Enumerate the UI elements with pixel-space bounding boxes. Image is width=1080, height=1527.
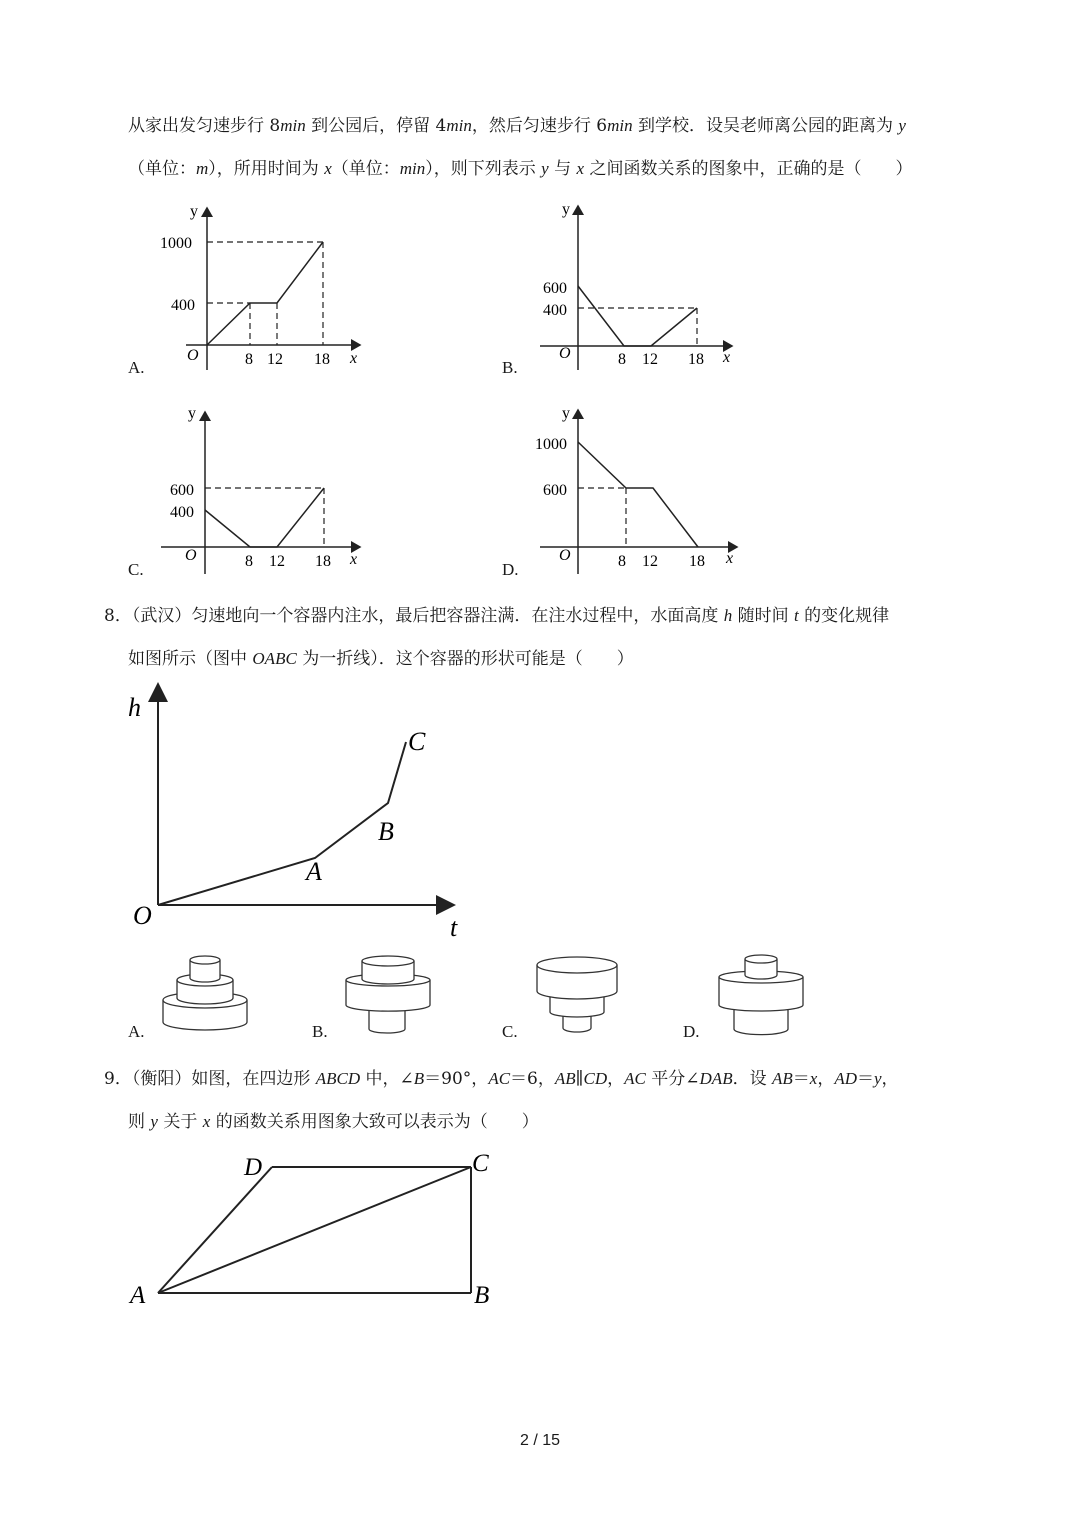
text-run: （单位： [331,159,400,179]
x-tick: 8 [618,553,626,570]
text-run: min [607,116,633,135]
q7-option-c: C. [128,560,144,579]
text-run: ABCD [315,1069,361,1088]
text-run: CD [583,1069,608,1088]
vertex-a-label: A [130,1282,146,1309]
text-run: 则 [128,1112,151,1132]
y-axis-label: y [188,405,196,422]
text-run: AC [624,1069,646,1088]
text-run: y [150,1112,158,1131]
h-axis-label: h [128,693,141,722]
text-run: AC [488,1069,511,1088]
origin-label: O [185,547,197,564]
x-tick: 12 [642,351,658,368]
container-shape-a [160,950,260,1040]
text-run: y [541,159,549,178]
text-run: ＝6， [510,1069,555,1089]
x-tick: 8 [245,351,253,368]
text-run: ＝ [792,1069,810,1089]
y-tick: 400 [170,504,194,521]
text-run: ∥ [575,1069,584,1089]
text-run: B [413,1069,425,1088]
q8-option-a: A. [128,1022,145,1041]
point-c-label: C [408,727,426,756]
q8-option-b: B. [312,1022,328,1041]
container-shape-c [535,955,635,1045]
text-run: AB [771,1069,793,1088]
text-run: 之间函数关系的图象中，正确的是（ ） [584,159,913,179]
q8-option-d: D. [683,1022,700,1041]
q8-graph [120,680,480,940]
x-tick: 8 [618,351,626,368]
y-tick: 600 [170,482,194,499]
y-tick: 400 [543,302,567,319]
q7-graph-c [128,400,388,580]
text-run: x [576,159,585,178]
q8-line-1 [104,604,889,628]
x-tick: 12 [269,553,285,570]
text-run: x [202,1112,211,1131]
x-tick: 12 [267,351,283,368]
origin-label: O [559,547,571,564]
text-run: ， [881,1069,899,1089]
text-run: h [723,606,733,625]
point-b-label: B [378,817,394,846]
text-run: ＝ [856,1069,874,1089]
text-run: 的变化规律 [798,606,890,626]
x-tick: 18 [314,351,330,368]
text-run: m [196,159,209,178]
q7-option-d: D. [502,560,519,579]
text-run: ， [607,1069,625,1089]
text-run: y [873,1069,882,1088]
q7-graph-b [518,198,778,378]
q9-line-2 [128,1110,539,1134]
text-run: 8．（武汉）匀速地向一个容器内注水，最后把容器注满．在注水过程中，水面高度 [104,606,724,626]
text-run: 6 [596,116,608,136]
text-run: （单位： [128,159,196,179]
x-tick: 18 [689,553,705,570]
container-shape-d [717,953,817,1043]
text-run: DAB [699,1069,733,1088]
q7-line-1 [128,114,906,138]
y-tick: 400 [171,297,195,314]
text-run: 平分∠ [645,1069,700,1089]
q7-option-b: B. [502,358,518,377]
text-run: AD [834,1069,857,1088]
text-run: ＝90°， [424,1069,489,1089]
y-axis-label: y [562,201,570,218]
q9-figure [120,1145,520,1315]
text-run: 到学校．设吴老师离公园的距离为 [632,116,899,136]
text-run: ， [817,1069,835,1089]
text-run: ，然后匀速步行 [471,116,597,136]
x-tick: 12 [642,553,658,570]
text-run: min [446,116,472,135]
text-run: ），所用时间为 [208,159,325,179]
text-run: 9．（衡阳）如图，在四边形 [104,1069,316,1089]
text-run: min [399,159,426,178]
text-run: 的函数关系用图象大致可以表示为（ ） [210,1112,539,1132]
text-run: 4 [435,116,447,136]
text-run: min [280,116,306,135]
text-run: 随时间 [732,606,795,626]
text-run: 如图所示（图中 [128,649,253,669]
text-run: 为一折线）．这个容器的形状可能是（ ） [296,649,634,669]
y-axis-label: y [562,405,570,422]
text-run: x [809,1069,818,1088]
text-run: ．设 [732,1069,772,1089]
x-axis-label: x [350,350,358,367]
origin-label: O [559,345,571,362]
y-tick: 600 [543,280,567,297]
text-run: y [898,116,906,135]
text-run: AB [554,1069,576,1088]
q8-option-c: C. [502,1022,518,1041]
x-axis-label: x [350,551,358,568]
vertex-c-label: C [472,1150,489,1177]
text-run: 中，∠ [360,1069,414,1089]
x-axis-label: x [723,349,731,366]
q9-line-1 [104,1067,899,1091]
text-run: OABC [252,649,297,668]
x-tick: 18 [315,553,331,570]
container-shape-b [344,955,444,1045]
vertex-b-label: B [474,1282,490,1309]
text-run: 从家出发匀速步行 [128,116,270,136]
text-run: 与 [548,159,577,179]
point-a-label: A [306,857,322,886]
text-run: 到公园后，停留 [305,116,436,136]
x-axis-label: x [726,550,734,567]
y-tick: 600 [543,482,567,499]
point-o-label: O [133,901,152,930]
x-tick: 8 [245,553,253,570]
y-tick: 1000 [160,235,192,252]
y-axis-label: y [190,203,198,220]
q7-line-2 [128,157,912,181]
origin-label: O [187,347,199,364]
page-number: 2 / 15 [519,1432,561,1449]
q7-graph-d [518,400,778,580]
text-run: x [324,159,332,178]
t-axis-label: t [450,913,458,942]
q7-graph-a [126,198,386,378]
x-tick: 18 [688,351,704,368]
y-tick: 1000 [535,436,567,453]
text-run: t [794,606,799,625]
q7-option-a: A. [128,358,145,377]
text-run: 关于 [157,1112,203,1132]
text-run: ），则下列表示 [425,159,542,179]
text-run: 8 [269,116,281,136]
vertex-d-label: D [244,1154,263,1181]
q8-line-2 [128,647,634,671]
